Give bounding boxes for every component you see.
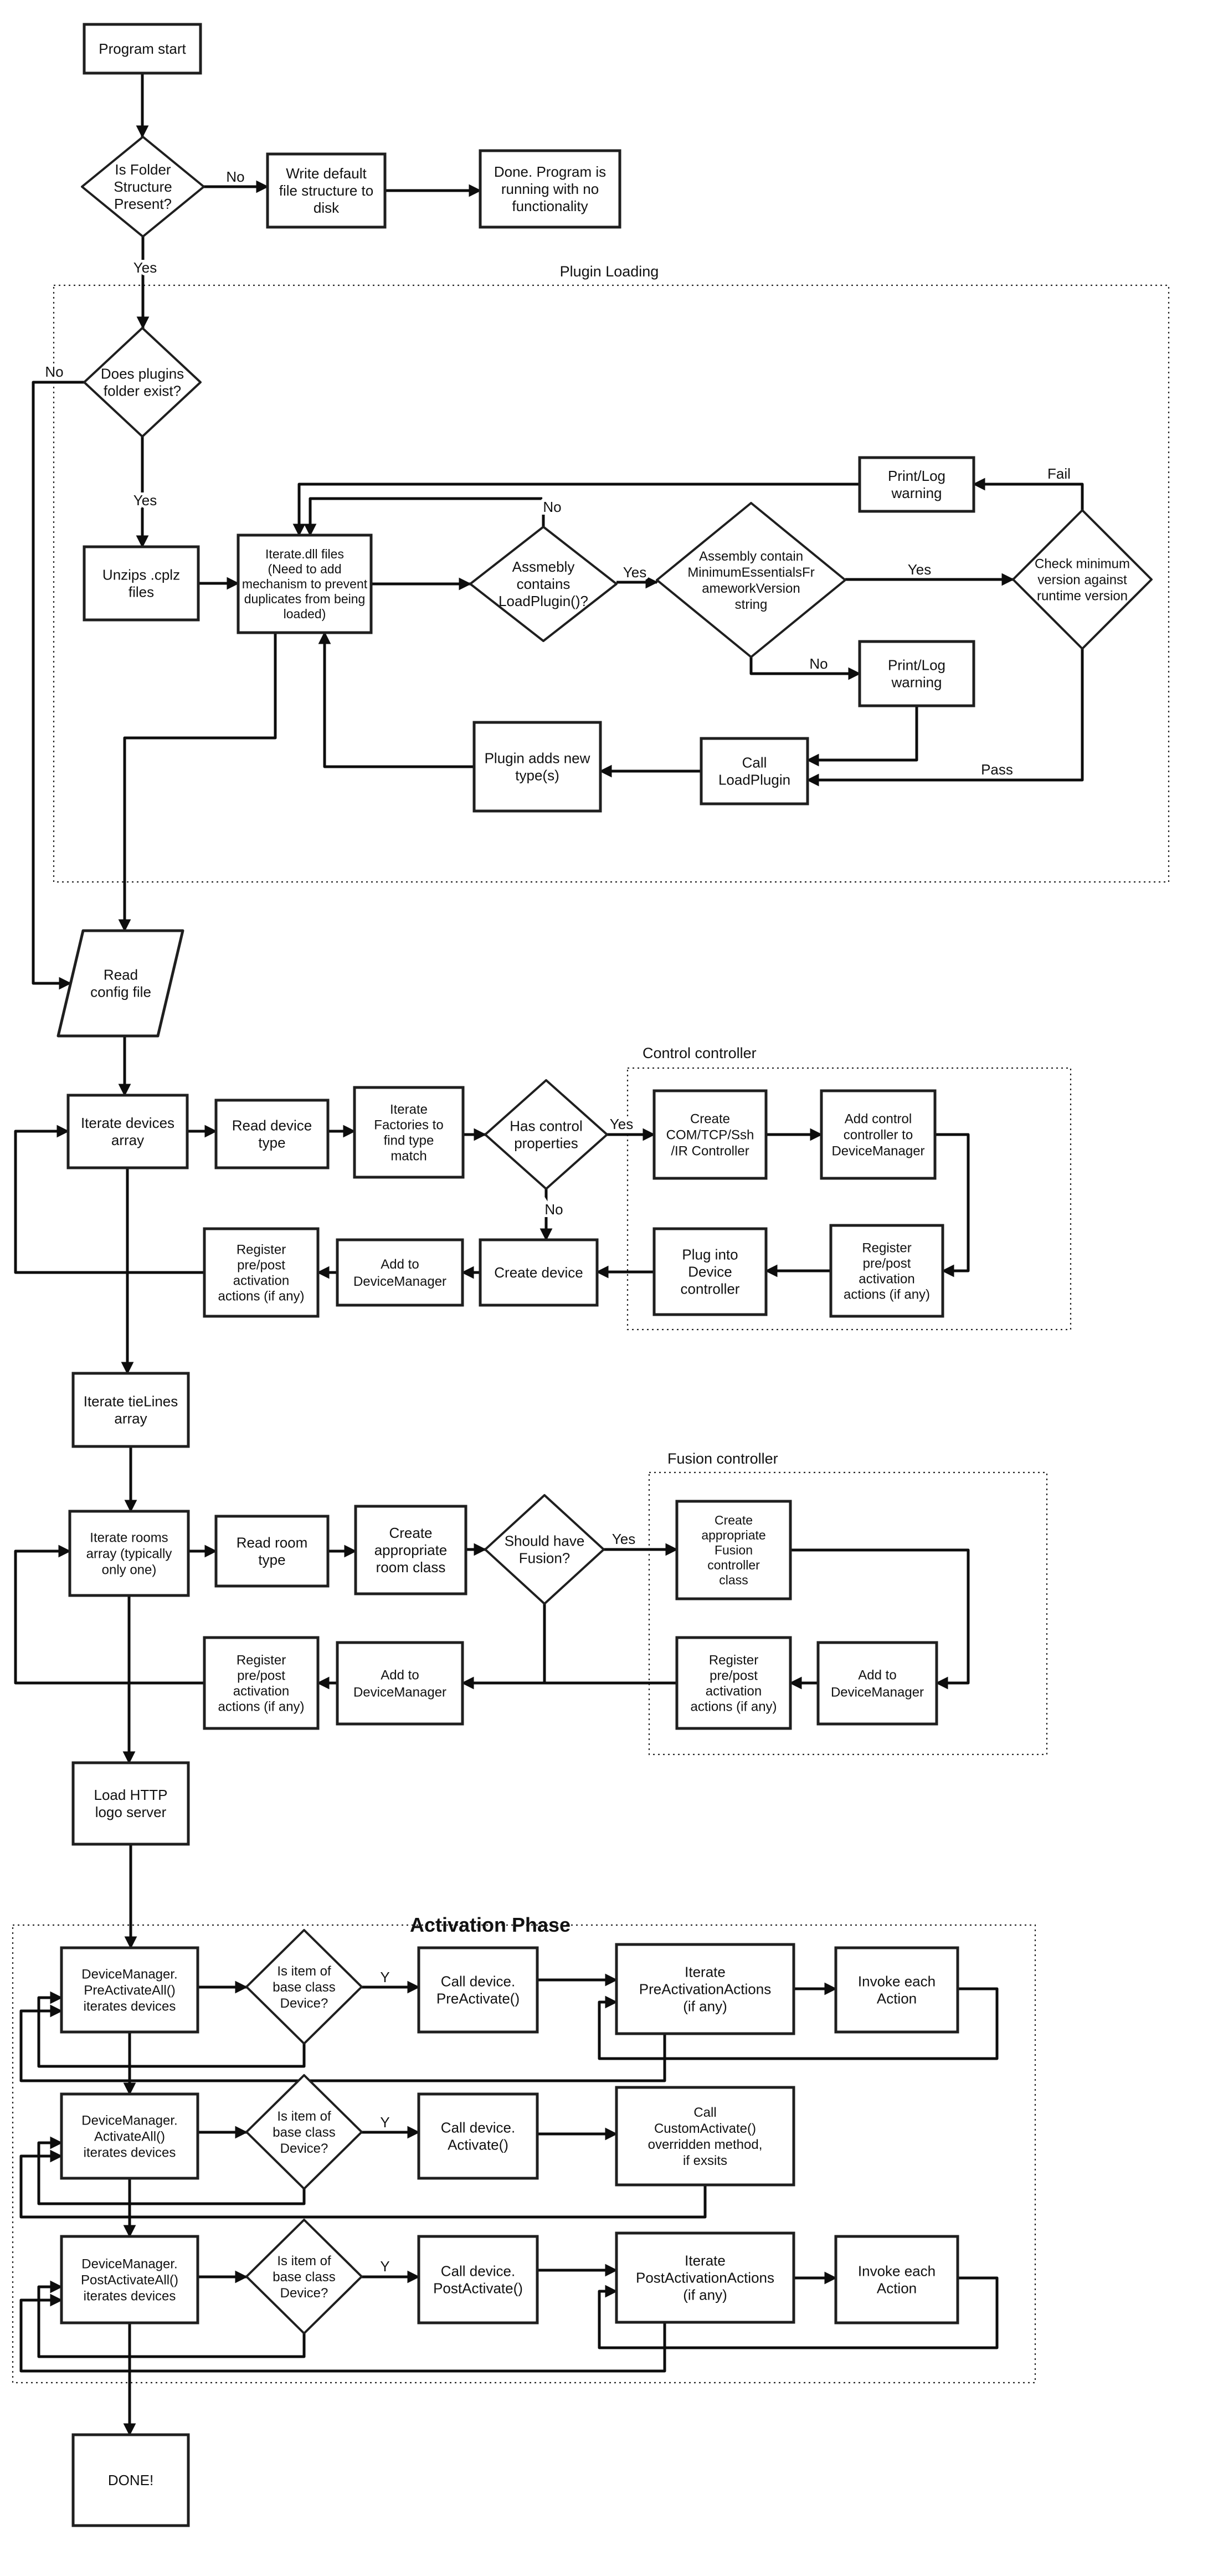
node-iterate-tielines	[73, 1373, 188, 1446]
node-label-iterate-tielines: Iterate tieLines array	[83, 1393, 178, 1427]
node-label-has-control-q: Has control properties	[510, 1117, 583, 1152]
group-label-control-controller: Control controller	[643, 1045, 757, 1061]
node-label-call-activate: Call device. Activate()	[440, 2119, 516, 2153]
node-read-room-type	[216, 1516, 328, 1586]
node-label-read-config-file: Read config file	[90, 966, 151, 1000]
node-label-iterate-devices: Iterate devices array	[80, 1115, 175, 1149]
node-plug-into-device-ctrl	[654, 1229, 766, 1315]
edge-label-fusionq-yes: Yes	[611, 1531, 636, 1547]
node-label-dm-postactivateall: DeviceManager. PostActivateAll() iterates devices	[80, 2256, 179, 2304]
node-label-read-room-type: Read room type	[236, 1534, 308, 1568]
node-label-dm-activateall: DeviceManager. ActivateAll() iterates devices	[81, 2113, 178, 2161]
node-label-plugin-adds-types: Plugin adds new type(s)	[484, 750, 590, 784]
node-label-check-min-version-q: Check minimum version against runtime version	[1034, 556, 1130, 604]
edge-label-qa-y: Y	[380, 1969, 390, 1985]
node-label-done-no-functionality: Done. Program is running with no functionality	[494, 163, 607, 215]
node-write-default	[268, 154, 385, 227]
node-shape-add-to-dm-rooms	[337, 1643, 462, 1724]
edge-label-checkmin-fail: Fail	[1047, 465, 1071, 482]
node-label-call-postactivate: Call device. PostActivate()	[433, 2262, 523, 2297]
node-add-to-dm-rooms	[337, 1643, 462, 1724]
node-printlog-warning-2	[860, 642, 974, 706]
node-unzips-cplz	[84, 547, 198, 620]
node-label-iterate-postactions: Iterate PostActivationActions (if any)	[635, 2252, 775, 2303]
node-printlog-warning-1	[860, 458, 974, 511]
node-label-is-base-device-c: Is item of base class Device?	[273, 2253, 336, 2301]
node-register-prepost-devices	[204, 1229, 318, 1316]
node-label-is-base-device-b: Is item of base class Device?	[273, 2108, 336, 2156]
node-label-register-prepost-ctrl: Register pre/post activation actions (if any)	[843, 1240, 931, 1302]
node-label-dm-preactivateall: DeviceManager. PreActivateAll() iterates devices	[81, 1967, 178, 2014]
node-label-folder-structure-q: Is Folder Structure Present?	[114, 161, 172, 213]
node-iterate-devices	[68, 1095, 187, 1168]
edge-label-folderq-yes: Yes	[133, 259, 157, 276]
node-register-prepost-ctrl	[831, 1225, 943, 1316]
node-label-unzips-cplz: Unzips .cplz files	[102, 566, 181, 601]
node-shape-call-customactivate	[616, 2087, 794, 2185]
edge-label-pluginsq-yes: Yes	[133, 492, 157, 509]
edge-label-folderq-no: No	[226, 168, 245, 185]
node-iterate-dll	[238, 535, 371, 633]
edge-label-minverq-yes: Yes	[907, 561, 932, 578]
node-label-register-prepost-fusion: Register pre/post activation actions (if any)	[690, 1653, 777, 1715]
node-dm-activateall	[61, 2094, 198, 2178]
node-label-call-customactivate: Call CustomActivate() overridden method, if exsits	[647, 2105, 763, 2168]
node-label-printlog-warning-2: Print/Log warning	[887, 656, 946, 691]
node-add-control-dm	[821, 1091, 935, 1178]
node-call-loadplugin	[701, 738, 808, 804]
node-register-prepost-fusion	[677, 1638, 790, 1728]
node-label-program-start: Program start	[99, 40, 186, 58]
node-read-device-type	[216, 1100, 328, 1168]
node-label-create-com-controller: Create COM/TCP/Ssh /IR Controller	[666, 1111, 754, 1159]
node-create-fusion-class	[677, 1501, 790, 1599]
node-label-iterate-dll: Iterate.dll files (Need to add mechanism to prevent duplicates from being loaded)	[241, 547, 368, 622]
edge-label-minverq-no: No	[809, 655, 828, 672]
node-label-create-fusion-class: Create appropriate Fusion controller class	[701, 1513, 766, 1588]
node-label-register-prepost-rooms: Register pre/post activation actions (if any)	[218, 1653, 305, 1715]
group-label-fusion-controller: Fusion controller	[667, 1450, 778, 1467]
node-create-device	[480, 1240, 597, 1305]
node-shape-add-to-dm-fusion	[818, 1643, 937, 1724]
node-create-room-class	[356, 1506, 466, 1594]
edge-label-qc-y: Y	[380, 2258, 390, 2275]
node-label-plugins-folder-q: Does plugins folder exist?	[100, 365, 184, 399]
edge-label-checkmin-pass: Pass	[981, 761, 1013, 778]
node-call-customactivate	[616, 2087, 794, 2185]
node-label-should-have-fusion-q: Should have Fusion?	[504, 1532, 585, 1567]
edge-label-pluginsq-no-loop: No	[45, 363, 64, 380]
node-done-no-functionality	[480, 151, 620, 227]
edge-label-qb-y: Y	[380, 2114, 390, 2131]
node-label-load-http-logo: Load HTTP logo server	[94, 1787, 168, 1821]
node-label-is-base-device-a: Is item of base class Device?	[273, 1963, 336, 2011]
node-label-printlog-warning-1: Print/Log warning	[887, 468, 946, 502]
node-label-iterate-preactions: Iterate PreActivationActions (if any)	[639, 1963, 772, 2015]
node-label-plug-into-device-ctrl: Plug into Device controller	[680, 1246, 740, 1297]
node-label-invoke-each-action-a: Invoke each Action	[857, 1973, 936, 2007]
node-plugin-adds-types	[474, 722, 600, 811]
node-label-add-to-dm-rooms: Add to DeviceManager	[353, 1667, 447, 1700]
node-label-write-default: Write default file structure to disk	[279, 165, 374, 217]
node-call-postactivate	[419, 2236, 537, 2323]
node-label-read-device-type: Read device type	[232, 1117, 312, 1151]
node-create-com-controller	[654, 1091, 766, 1178]
node-label-invoke-each-action-c: Invoke each Action	[857, 2262, 936, 2297]
node-label-create-room-class: Create appropriate room class	[374, 1525, 448, 1576]
node-shape-add-to-dm-devices	[337, 1240, 462, 1305]
node-program-start	[84, 24, 201, 73]
node-add-to-dm-fusion	[818, 1643, 937, 1724]
edge-label-asmq-no-loop: No	[543, 499, 562, 515]
node-iterate-preactions	[616, 1944, 794, 2034]
node-label-iterate-factories: Iterate Factories to find type match	[374, 1102, 444, 1164]
node-label-add-to-dm-fusion: Add to DeviceManager	[830, 1667, 924, 1700]
group-label-activation-phase: Activation Phase	[409, 1913, 571, 1936]
node-invoke-each-action-c	[836, 2236, 958, 2323]
node-dm-preactivateall	[61, 1948, 198, 2032]
node-label-register-prepost-devices: Register pre/post activation actions (if any)	[218, 1242, 305, 1304]
node-label-add-control-dm: Add control controller to DeviceManager	[831, 1111, 925, 1159]
node-iterate-factories	[354, 1087, 463, 1177]
node-label-iterate-rooms: Iterate rooms array (typically only one)	[86, 1530, 172, 1578]
node-label-assembly-minver-q: Assembly contain MinimumEssentialsFr ameworkVersion string	[687, 548, 815, 612]
node-label-add-to-dm-devices: Add to DeviceManager	[353, 1256, 447, 1289]
edge-label-hascontrol-no: No	[544, 1201, 563, 1218]
node-label-create-device: Create device	[494, 1264, 583, 1281]
node-invoke-each-action-a	[836, 1948, 958, 2032]
node-iterate-postactions	[616, 2233, 794, 2322]
node-call-preactivate	[419, 1948, 537, 2032]
node-load-http-logo	[73, 1763, 188, 1844]
edge-label-asmq-yes: Yes	[623, 564, 647, 581]
node-done	[73, 2435, 188, 2526]
node-label-call-loadplugin: Call LoadPlugin	[718, 754, 791, 788]
node-label-assembly-loadplugin-q: Assmebly contains LoadPlugin()?	[498, 558, 588, 610]
group-label-plugin-loading: Plugin Loading	[559, 263, 659, 280]
node-dm-postactivateall	[61, 2236, 198, 2323]
edge-label-hascontrol-yes: Yes	[609, 1116, 634, 1132]
node-register-prepost-rooms	[204, 1638, 318, 1728]
node-call-activate	[419, 2094, 537, 2178]
node-iterate-rooms	[70, 1511, 188, 1595]
node-add-to-dm-devices	[337, 1240, 462, 1305]
node-label-call-preactivate: Call device. PreActivate()	[436, 1973, 520, 2007]
node-label-done: DONE!	[107, 2472, 154, 2489]
